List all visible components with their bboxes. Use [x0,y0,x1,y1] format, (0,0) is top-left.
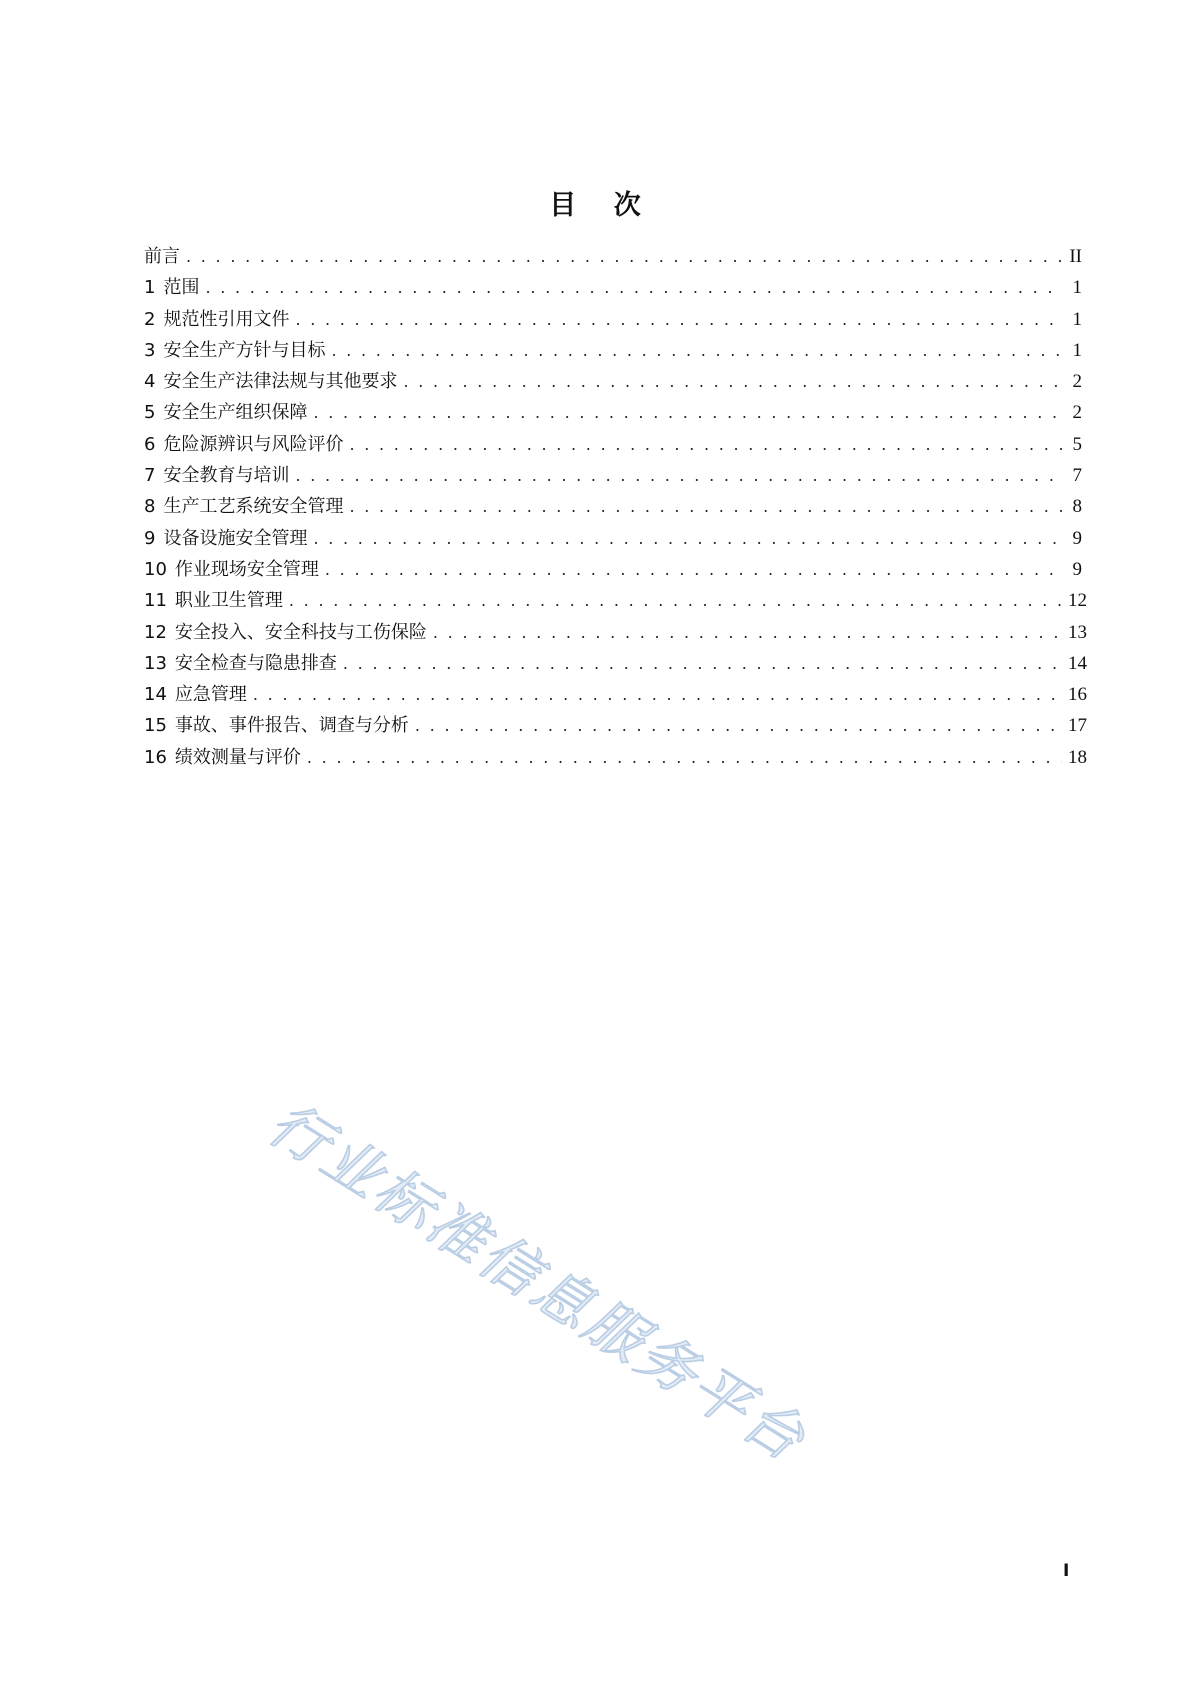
toc-title: 目 次 [549,190,655,221]
toc-entry-label: 安全检查与隐患排查 [174,652,337,674]
toc-entry-label: 危险源辨识与风险评价 [163,433,344,455]
toc-entry-page: 2 [1072,371,1082,393]
toc-entry-2[interactable] [144,304,1082,335]
toc-entry-15[interactable] [144,710,1087,741]
toc-entry-number: 14 [144,684,167,706]
toc-entry-label: 绩效测量与评价 [174,746,301,768]
toc-dot-leader [186,241,1062,272]
toc-entry-page: 1 [1072,339,1082,361]
toc-entry-page: 18 [1068,746,1087,768]
toc-entry-label: 规范性引用文件 [163,308,290,330]
toc-entry-7[interactable] [144,460,1082,491]
toc-entry-16[interactable] [144,742,1087,773]
toc-entry-page: 7 [1072,465,1082,487]
toc-dot-leader [349,491,1062,522]
toc-entry-number: 13 [144,652,167,674]
page-number: I [1063,1561,1070,1581]
toc-entry-page: 2 [1072,402,1082,424]
toc-entry-number: 12 [144,621,167,643]
toc-entry-number: 11 [144,590,167,612]
toc-entry-number: 9 [144,527,156,549]
toc-dot-leader [331,335,1062,366]
toc-entry-number: 7 [144,465,156,487]
toc-entry-number: 8 [144,496,156,518]
toc-entry-label: 生产工艺系统安全管理 [163,496,344,518]
toc-entry-1[interactable] [144,272,1082,303]
toc-entry-foreword[interactable] [144,241,1082,272]
toc-dot-leader [313,523,1062,554]
toc-entry-page: 9 [1072,527,1082,549]
toc-entry-label: 设备设施安全管理 [163,527,308,549]
toc-entry-label: 安全生产方针与目标 [163,339,326,361]
toc-entry-page: 13 [1068,621,1087,643]
toc-dot-leader [295,304,1062,335]
toc-dot-leader [253,679,1062,710]
toc-dot-leader [325,554,1062,585]
toc-entry-page: 14 [1068,652,1087,674]
toc-entry-10[interactable] [144,554,1082,585]
toc-entry-label: 事故、事件报告、调查与分析 [174,715,409,737]
toc-dot-leader [295,460,1062,491]
toc-entry-11[interactable] [144,585,1087,616]
toc-entry-label: 职业卫生管理 [174,590,283,612]
toc-entry-3[interactable] [144,335,1082,366]
toc-list [144,241,1087,773]
toc-entry-label: 应急管理 [174,684,247,706]
toc-entry-number: 6 [144,433,156,455]
toc-entry-page: 16 [1068,684,1087,706]
toc-entry-14[interactable] [144,679,1087,710]
toc-dot-leader [403,366,1062,397]
toc-entry-label: 范围 [163,277,200,299]
toc-entry-page: 1 [1072,277,1082,299]
toc-dot-leader [343,648,1062,679]
toc-entry-label: 安全生产组织保障 [163,402,308,424]
toc-entry-number: 16 [144,746,167,768]
toc-entry-page: 8 [1072,496,1082,518]
toc-dot-leader [433,617,1062,648]
toc-dot-leader [313,397,1062,428]
toc-entry-label: 安全教育与培训 [163,465,290,487]
toc-entry-6[interactable] [144,429,1082,460]
toc-dot-leader [205,272,1062,303]
toc-entry-label: 安全投入、安全科技与工伤保险 [174,621,427,643]
toc-entry-4[interactable] [144,366,1082,397]
toc-entry-page: II [1069,246,1082,267]
toc-dot-leader [415,710,1062,741]
toc-entry-number: 3 [144,339,156,361]
toc-entry-8[interactable] [144,491,1082,522]
toc-entry-page: 9 [1072,558,1082,580]
toc-entry-13[interactable] [144,648,1087,679]
toc-dot-leader [289,585,1062,616]
toc-entry-number: 4 [144,371,156,393]
toc-entry-number: 10 [144,558,167,580]
toc-entry-page: 17 [1068,715,1087,737]
toc-entry-page: 5 [1072,433,1082,455]
toc-entry-label: 作业现场安全管理 [174,558,319,580]
toc-entry-number: 5 [144,402,156,424]
toc-entry-label: 前言 [144,246,180,267]
toc-entry-12[interactable] [144,617,1087,648]
toc-entry-label: 安全生产法律法规与其他要求 [163,371,398,393]
toc-entry-page: 12 [1068,590,1087,612]
toc-entry-number: 1 [144,277,156,299]
toc-entry-number: 15 [144,715,167,737]
toc-dot-leader [349,429,1062,460]
toc-dot-leader [307,742,1062,773]
toc-entry-5[interactable] [144,397,1082,428]
toc-entry-9[interactable] [144,523,1082,554]
toc-entry-page: 1 [1072,308,1082,330]
watermark: 行业标准信息服务平台 [257,1089,819,1476]
toc-entry-number: 2 [144,308,156,330]
